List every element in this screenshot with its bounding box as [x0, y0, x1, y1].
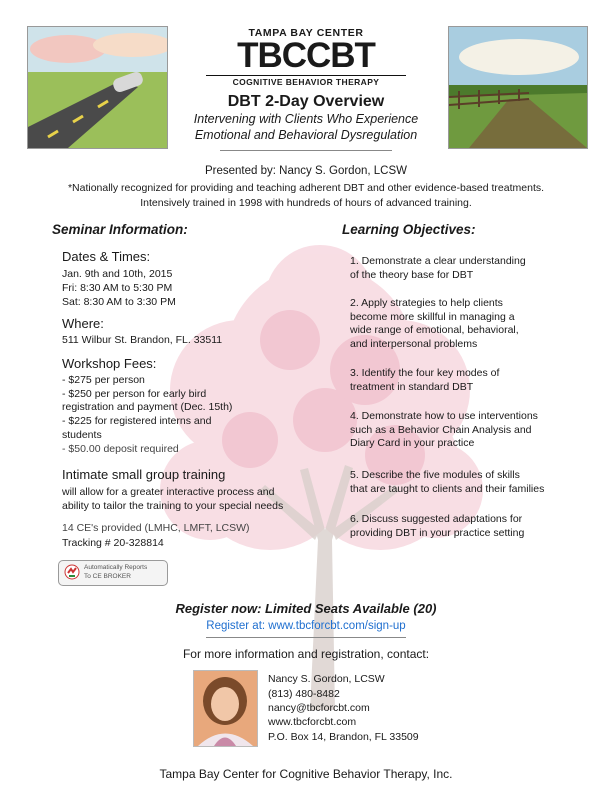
time-line-fri: Fri: 8:30 AM to 5:30 PM — [62, 282, 173, 294]
group-training-line: will allow for a greater interactive process and — [62, 486, 275, 498]
dates-heading: Dates & Times: — [62, 249, 151, 264]
objective-line: 2. Apply strategies to help clients — [350, 297, 503, 309]
group-training-line: ability to tailor the training to your special needs — [62, 500, 284, 512]
date-line: Jan. 9th and 10th, 2015 — [62, 268, 173, 280]
time-line-sat: Sat: 8:30 AM to 3:30 PM — [62, 296, 176, 308]
objective-line: treatment in standard DBT — [350, 380, 474, 393]
credential-line-2: Intensively trained in 1998 with hundreds of hours of advanced training. — [140, 197, 472, 209]
ce-credits: 14 CE's provided (LMHC, LMFT, LCSW) — [62, 522, 250, 534]
learning-objectives-heading: Learning Objectives: — [342, 222, 476, 237]
divider — [220, 150, 392, 151]
deposit-line: - $50.00 deposit required — [62, 443, 179, 455]
objective-line: 1. Demonstrate a clear understanding — [350, 255, 526, 267]
credential-line-1: *Nationally recognized for providing and teaching adherent DBT and other evidence-based treatments. — [67, 182, 545, 194]
fee-line: registration and payment (Dec. 15th) — [62, 401, 233, 413]
presenter-line: Presented by: Nancy S. Gordon, LCSW — [205, 165, 407, 177]
tracking-number: Tracking # 20-328814 — [62, 537, 164, 549]
objective-4 — [350, 410, 590, 451]
objective-6 — [350, 513, 590, 540]
fee-line: - $250 per person for early bird — [62, 388, 207, 400]
subtitle-line-2: Emotional and Behavioral Dysregulation — [194, 128, 418, 142]
objective-line: providing DBT in your practice setting — [350, 526, 525, 539]
objective-line: 6. Discuss suggested adaptations for — [350, 513, 523, 525]
contact-address: P.O. Box 14, Brandon, FL 33509 — [268, 731, 419, 743]
objective-line: 5. Describe the five modules of skills — [350, 469, 520, 481]
objective-line: wide range of emotional, behavioral, — [350, 324, 519, 336]
objective-3 — [350, 367, 590, 394]
where-heading: Where: — [62, 316, 104, 331]
footer-organization: Tampa Bay Center for Cognitive Behavior Therapy, Inc. — [159, 767, 453, 781]
objective-line: 3. Identify the four key modes of — [350, 367, 500, 379]
fees-heading: Workshop Fees: — [62, 356, 157, 371]
fee-line: students — [62, 429, 102, 441]
group-training-heading: Intimate small group training — [62, 467, 226, 482]
logo-top-text: TAMPA BAY CENTER — [248, 27, 364, 39]
objective-2 — [350, 297, 590, 351]
objective-line: 4. Demonstrate how to use interventions — [350, 410, 538, 422]
ce-badge-line-2: To CE BROKER — [84, 573, 131, 580]
register-link[interactable]: Register at: www.tbcforcbt.com/sign-up — [206, 620, 406, 632]
fee-line: - $275 per person — [62, 374, 145, 386]
divider — [206, 637, 406, 638]
fence-landscape-illustration — [448, 26, 588, 149]
where-address: 511 Wilbur St. Brandon, FL. 33511 — [62, 334, 223, 346]
ce-badge-line-1: Automatically Reports — [84, 564, 148, 571]
objective-line: that are taught to clients and their families — [350, 482, 545, 495]
objective-line: such as a Behavior Chain Analysis and — [350, 423, 532, 436]
objective-line: become more skillful in managing a — [350, 310, 515, 323]
contact-phone: (813) 480-8482 — [268, 688, 340, 700]
logo-sub-text: COGNITIVE BEHAVIOR THERAPY — [206, 75, 406, 87]
ce-broker-icon — [64, 564, 80, 580]
presenter-photo — [193, 670, 258, 747]
contact-website[interactable]: www.tbcforcbt.com — [268, 716, 357, 728]
contact-name: Nancy S. Gordon, LCSW — [268, 673, 385, 685]
objective-line: and interpersonal problems — [350, 337, 478, 350]
fee-line: - $225 for registered interns and — [62, 415, 212, 427]
contact-email[interactable]: nancy@tbcforcbt.com — [268, 702, 370, 714]
logo-main-text: TBCCBT — [237, 36, 375, 75]
ce-broker-badge — [58, 560, 168, 586]
seminar-heading: Seminar Information: — [52, 222, 188, 237]
objective-5 — [350, 469, 590, 496]
more-info-line: For more information and registration, contact: — [182, 647, 430, 661]
register-heading: Register now: Limited Seats Available (20) — [175, 601, 437, 616]
subtitle-line-1: Intervening with Clients Who Experience — [193, 112, 419, 126]
document-title: DBT 2-Day Overview — [227, 93, 385, 110]
objective-line: Diary Card in your practice — [350, 437, 475, 449]
road-roller-illustration — [27, 26, 168, 149]
objective-1 — [350, 255, 590, 282]
objective-line: of the theory base for DBT — [350, 268, 474, 281]
